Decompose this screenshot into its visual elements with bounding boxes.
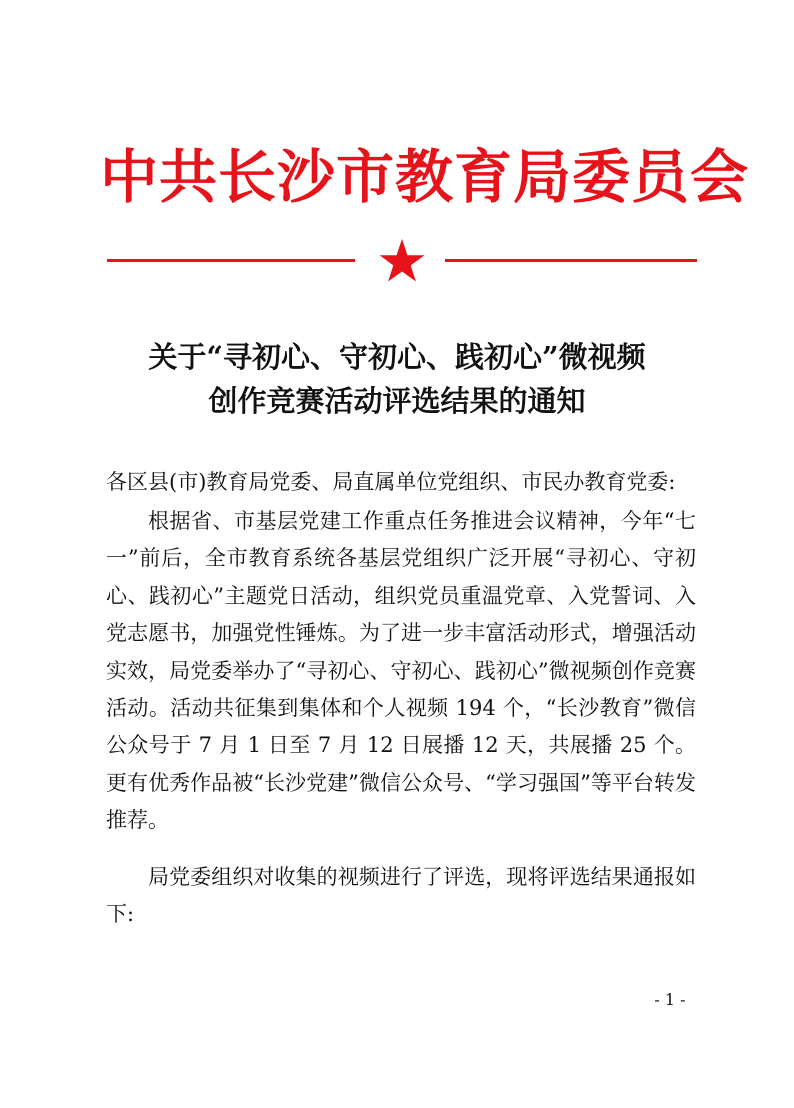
star-icon bbox=[379, 238, 425, 282]
letterhead-rule-right bbox=[445, 259, 697, 262]
document-title-line-2: 创作竞赛活动评选结果的通知 bbox=[208, 384, 586, 418]
letterhead-title: 中共长沙市教育局委员会 bbox=[100, 143, 750, 211]
letterhead-rule-left bbox=[107, 259, 355, 262]
page-number: - 1 - bbox=[654, 990, 686, 1009]
body-paragraph-1: 根据省、市基层党建工作重点任务推进会议精神，今年“七一”前后，全市教育系统各基层党组织广泛开展“寻初心、守初心、践初心”主题党日活动，组织党员重温党章、入党誓词、入党志愿书，加强党性锤炼。为了进一步丰富活动形式，增强活动实效，局党委举办了“寻初心、守初心、践初心”微视频创作竞赛活动。活动共征集到集体和个人视频 194 个，“长沙教育”微信公众号于 7 月 1 日至 7 月 12 日展播 12 天，共展播 25 个。更有优秀作品被“长沙党建”微信公众号、“学习强国”等平台转发推荐。 bbox=[106, 509, 696, 833]
document-title-line-1: 关于“寻初心、守初心、践初心”微视频 bbox=[148, 340, 646, 374]
salutation: 各区县(市)教育局党委、局直属单位党组织、市民办教育党委: bbox=[106, 470, 676, 494]
body-paragraph-2: 局党委组织对收集的视频进行了评选，现将评选结果通报如下: bbox=[106, 865, 696, 927]
